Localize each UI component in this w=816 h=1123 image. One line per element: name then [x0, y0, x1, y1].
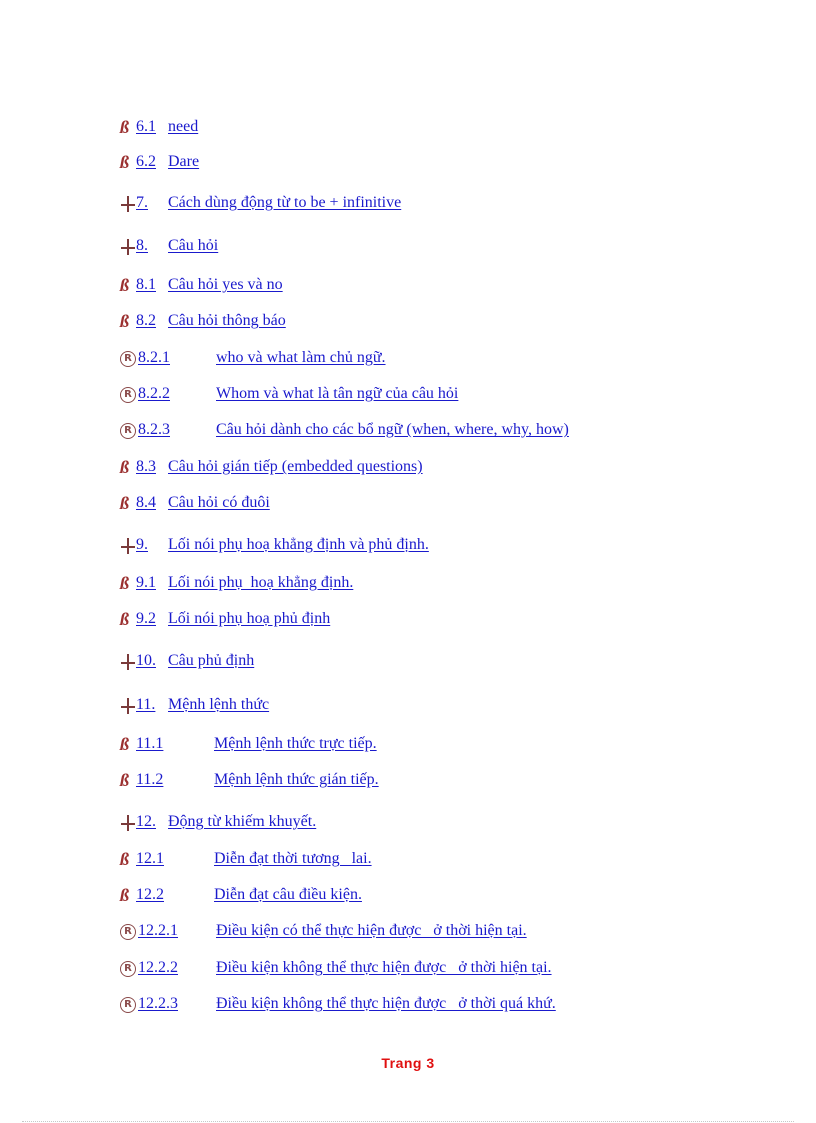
toc-number: 12.1	[136, 850, 164, 867]
bullet-icon: ß	[120, 493, 129, 513]
toc-link[interactable]	[136, 610, 330, 628]
bullet-icon: ß	[120, 770, 129, 790]
toc-link[interactable]	[136, 237, 218, 255]
bullet-icon	[120, 815, 136, 831]
toc-link[interactable]	[138, 959, 552, 977]
toc-title: Mệnh lệnh thức	[168, 696, 270, 713]
toc-number: 12.	[136, 813, 156, 830]
toc-title: Cách dùng động từ to be + infinitive	[168, 194, 402, 211]
toc-link[interactable]	[136, 153, 199, 171]
toc-title: Câu hỏi có đuôi	[168, 494, 270, 511]
bullet-icon: ß	[120, 457, 129, 477]
toc-entry[interactable]	[120, 809, 316, 831]
page-bottom-divider	[22, 1121, 794, 1122]
toc-title: who và what làm chủ ngữ.	[216, 349, 386, 366]
toc-title: need	[168, 118, 199, 135]
toc-title: Lối nói phụ hoạ phủ định	[168, 610, 331, 627]
toc-entry[interactable]	[120, 381, 458, 403]
toc-link[interactable]	[136, 536, 429, 554]
toc-link[interactable]	[138, 421, 569, 439]
toc-title: Lối nói phụ hoạ khẳng định và phủ định.	[168, 536, 429, 553]
toc-entry[interactable]	[120, 114, 198, 136]
toc-entry[interactable]	[120, 490, 270, 512]
toc-link[interactable]	[136, 276, 283, 294]
bullet-icon	[120, 196, 136, 212]
toc-link[interactable]	[138, 922, 527, 940]
toc-number: 8.2.1	[138, 349, 170, 366]
toc-title: Lối nói phụ hoạ khẳng định.	[168, 574, 354, 591]
toc-entry[interactable]	[120, 648, 254, 670]
bullet-icon: ß	[120, 311, 129, 331]
toc-title: Điều kiện không thể thực hiện được ở thời hiện tại.	[216, 959, 552, 976]
toc-number: 11.1	[136, 735, 164, 752]
toc-link[interactable]	[138, 349, 386, 367]
toc-title: Câu hỏi yes và no	[168, 276, 283, 293]
toc-link[interactable]	[138, 385, 458, 403]
bullet-icon: R	[120, 387, 136, 403]
bullet-icon	[120, 538, 136, 554]
bullet-icon: ß	[120, 573, 129, 593]
toc-entry[interactable]	[120, 606, 330, 628]
bullet-icon: ß	[120, 275, 129, 295]
bullet-icon: R	[120, 924, 136, 940]
toc-link[interactable]	[136, 850, 372, 868]
toc-title: Diễn đạt câu điều kiện.	[214, 886, 362, 903]
toc-number: 7.	[136, 194, 148, 211]
toc-entry[interactable]	[120, 767, 379, 789]
bullet-icon: R	[120, 423, 136, 439]
toc-number: 8.2.2	[138, 385, 170, 402]
toc-entry[interactable]	[120, 731, 377, 753]
toc-entry[interactable]	[120, 991, 556, 1013]
bullet-icon: ß	[120, 117, 129, 137]
toc-entry[interactable]	[120, 454, 423, 476]
toc-link[interactable]	[136, 696, 269, 714]
bullet-icon: ß	[120, 734, 129, 754]
toc-link[interactable]	[136, 494, 270, 512]
bullet-icon: ß	[120, 152, 129, 172]
toc-title: Mệnh lệnh thức gián tiếp.	[214, 771, 379, 788]
toc-link[interactable]	[136, 652, 254, 670]
toc-number: 8.1	[136, 276, 156, 293]
toc-link[interactable]	[138, 995, 556, 1013]
toc-number: 9.1	[136, 574, 156, 591]
toc-title: Câu hỏi thông báo	[168, 312, 286, 329]
toc-entry[interactable]	[120, 918, 527, 940]
toc-number: 8.4	[136, 494, 156, 511]
toc-entry[interactable]	[120, 190, 401, 212]
toc-title: Dare	[168, 153, 200, 170]
toc-entry[interactable]	[120, 846, 372, 868]
toc-link[interactable]	[136, 118, 198, 136]
bullet-icon	[120, 698, 136, 714]
bullet-icon	[120, 654, 136, 670]
toc-title: Câu phủ định	[168, 652, 255, 669]
toc-link[interactable]	[136, 194, 401, 212]
toc-title: Điều kiện có thể thực hiện được ở thời hiện tại.	[216, 922, 527, 939]
toc-number: 12.2.3	[138, 995, 178, 1012]
toc-entry[interactable]	[120, 692, 269, 714]
toc-number: 8.2.3	[138, 421, 170, 438]
bullet-icon: R	[120, 351, 136, 367]
toc-link[interactable]	[136, 574, 353, 592]
page-number: Trang 3	[381, 1055, 435, 1071]
toc-number: 12.2	[136, 886, 164, 903]
bullet-icon: ß	[120, 609, 129, 629]
toc-link[interactable]	[136, 886, 362, 904]
toc-title: Động từ khiếm khuyết.	[168, 813, 317, 830]
toc-link[interactable]	[136, 771, 379, 789]
toc-title: Điều kiện không thể thực hiện được ở thời quá khứ.	[216, 995, 556, 1012]
toc-title: Mệnh lệnh thức trực tiếp.	[214, 735, 377, 752]
bullet-icon: R	[120, 961, 136, 977]
toc-link[interactable]	[136, 458, 423, 476]
toc-title: Câu hỏi dành cho các bổ ngữ (when, where, why, how)	[216, 421, 569, 438]
toc-entry[interactable]	[120, 308, 286, 330]
toc-number: 9.2	[136, 610, 156, 627]
toc-number: 6.1	[136, 118, 156, 135]
toc-entry[interactable]	[120, 272, 283, 294]
toc-entry[interactable]	[120, 233, 218, 255]
toc-entry[interactable]	[120, 417, 569, 439]
toc-link[interactable]	[136, 312, 286, 330]
toc-title: Câu hỏi gián tiếp (embedded questions)	[168, 458, 423, 475]
toc-title: Whom và what là tân ngữ của câu hỏi	[216, 385, 459, 402]
bullet-icon: ß	[120, 849, 129, 869]
toc-number: 12.2.2	[138, 959, 178, 976]
toc-number: 11.	[136, 696, 156, 713]
toc-entry[interactable]	[120, 149, 199, 171]
toc-link[interactable]	[136, 813, 316, 831]
bullet-icon	[120, 239, 136, 255]
bullet-icon: ß	[120, 885, 129, 905]
toc-number: 10.	[136, 652, 156, 669]
toc-number: 8.3	[136, 458, 156, 475]
bullet-icon: R	[120, 997, 136, 1013]
toc-title: Câu hỏi	[168, 237, 219, 254]
toc-number: 12.2.1	[138, 922, 178, 939]
toc-entry[interactable]	[120, 570, 353, 592]
toc-entry[interactable]	[120, 955, 552, 977]
toc-number: 8.	[136, 237, 148, 254]
toc-number: 9.	[136, 536, 148, 553]
toc-number: 8.2	[136, 312, 156, 329]
toc-entry[interactable]	[120, 882, 362, 904]
toc-number: 6.2	[136, 153, 156, 170]
toc-entry[interactable]	[120, 345, 386, 367]
toc-title: Diễn đạt thời tương lai.	[214, 850, 372, 867]
toc-entry[interactable]	[120, 532, 429, 554]
toc-link[interactable]	[136, 735, 377, 753]
toc-number: 11.2	[136, 771, 164, 788]
